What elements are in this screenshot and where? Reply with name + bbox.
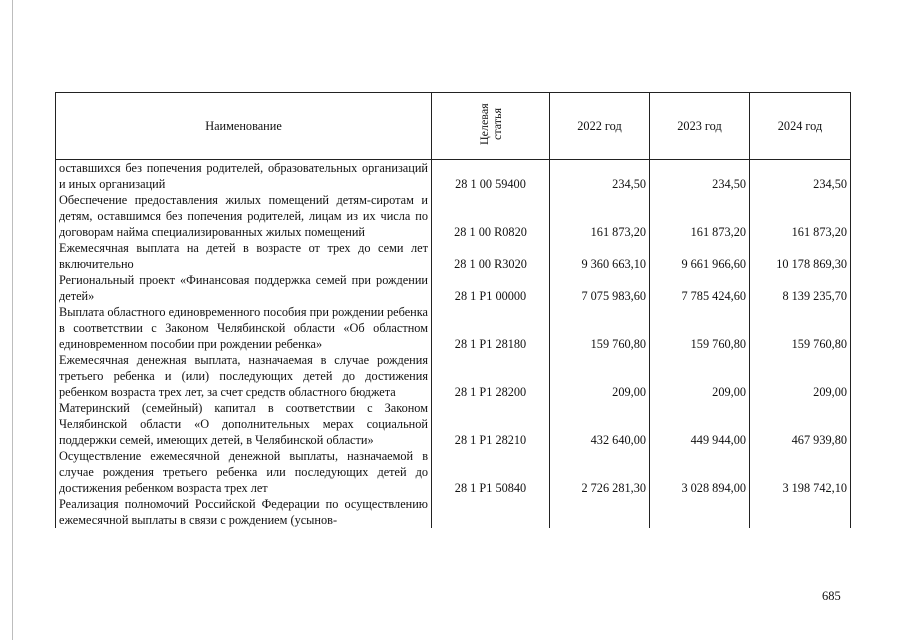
row-code: 28 1 P1 28200 bbox=[432, 352, 550, 400]
row-code: 28 1 00 R0820 bbox=[432, 192, 550, 240]
row-code: 28 1 P1 28180 bbox=[432, 304, 550, 352]
row-2023 bbox=[650, 496, 750, 528]
row-2024: 8 139 235,70 bbox=[750, 272, 851, 304]
row-2022: 9 360 663,10 bbox=[550, 240, 650, 272]
row-2023: 9 661 966,60 bbox=[650, 240, 750, 272]
row-2022: 2 726 281,30 bbox=[550, 448, 650, 496]
row-name: Ежемесячная денежная выплата, назначаемая в случае рождения третьего ребенка и (или) последующих детей до достижения ребенком возраста трех лет, за счет средств областного бюджета bbox=[56, 352, 432, 400]
table-row bbox=[56, 160, 851, 193]
table-row bbox=[56, 352, 851, 400]
header-name: Наименование bbox=[56, 93, 432, 160]
page-left-rule bbox=[12, 0, 13, 640]
row-2023: 7 785 424,60 bbox=[650, 272, 750, 304]
row-code: 28 1 P1 28210 bbox=[432, 400, 550, 448]
row-name: Материнский (семейный) капитал в соответствии с Законом Челябинской области «О дополнительных мерах социальной поддержки семей, имеющих детей, в Челябинской области» bbox=[56, 400, 432, 448]
row-2024: 10 178 869,30 bbox=[750, 240, 851, 272]
row-2022: 432 640,00 bbox=[550, 400, 650, 448]
row-2023: 159 760,80 bbox=[650, 304, 750, 352]
row-name: Ежемесячная выплата на детей в возрасте от трех до семи лет включительно bbox=[56, 240, 432, 272]
header-2022: 2022 год bbox=[550, 93, 650, 160]
row-name: оставшихся без попечения родителей, образовательных организаций и иных организаций bbox=[56, 160, 432, 193]
page-number: 685 bbox=[822, 589, 841, 603]
row-code: 28 1 P1 50840 bbox=[432, 448, 550, 496]
table-body bbox=[56, 160, 851, 529]
row-2023: 234,50 bbox=[650, 160, 750, 193]
row-2024: 467 939,80 bbox=[750, 400, 851, 448]
row-2023: 161 873,20 bbox=[650, 192, 750, 240]
header-2024: 2024 год bbox=[750, 93, 851, 160]
row-2023: 449 944,00 bbox=[650, 400, 750, 448]
row-2022: 159 760,80 bbox=[550, 304, 650, 352]
row-2023: 209,00 bbox=[650, 352, 750, 400]
row-2022: 161 873,20 bbox=[550, 192, 650, 240]
row-code: 28 1 00 R3020 bbox=[432, 240, 550, 272]
table-row bbox=[56, 192, 851, 240]
row-2024: 209,00 bbox=[750, 352, 851, 400]
row-code: 28 1 P1 00000 bbox=[432, 272, 550, 304]
row-code: 28 1 00 59400 bbox=[432, 160, 550, 193]
row-name: Выплата областного единовременного пособия при рождении ребенка в соответствии с Законом Челябинской области «Об областном единовременном пособии при рождении ребенка» bbox=[56, 304, 432, 352]
table-row bbox=[56, 240, 851, 272]
row-2023: 3 028 894,00 bbox=[650, 448, 750, 496]
header-row bbox=[56, 93, 851, 160]
row-name: Региональный проект «Финансовая поддержка семей при рождении детей» bbox=[56, 272, 432, 304]
row-2022: 209,00 bbox=[550, 352, 650, 400]
budget-table bbox=[55, 92, 851, 528]
row-2024: 3 198 742,10 bbox=[750, 448, 851, 496]
row-name: Реализация полномочий Российской Федерации по осуществлению ежемесячной выплаты в связи с рождением (усынов- bbox=[56, 496, 432, 528]
row-2022: 7 075 983,60 bbox=[550, 272, 650, 304]
row-name: Обеспечение предоставления жилых помещений детям-сиротам и детям, оставшимся без попечения родителей, лицам из их числа по договорам найма специализированных жилых помещений bbox=[56, 192, 432, 240]
row-2024: 234,50 bbox=[750, 160, 851, 193]
row-code bbox=[432, 496, 550, 528]
row-2022: 234,50 bbox=[550, 160, 650, 193]
row-2024 bbox=[750, 496, 851, 528]
row-2022 bbox=[550, 496, 650, 528]
header-code bbox=[432, 93, 550, 160]
header-2023: 2023 год bbox=[650, 93, 750, 160]
table-row bbox=[56, 496, 851, 528]
table-row bbox=[56, 272, 851, 304]
table-row bbox=[56, 448, 851, 496]
table-header bbox=[56, 93, 851, 160]
row-2024: 161 873,20 bbox=[750, 192, 851, 240]
table-row bbox=[56, 304, 851, 352]
header-code-label: Целевая статья bbox=[476, 103, 504, 145]
row-name: Осуществление ежемесячной денежной выплаты, назначаемой в случае рождения третьего ребенка или последующих детей до достижения ребенком возраста трех лет bbox=[56, 448, 432, 496]
row-2024: 159 760,80 bbox=[750, 304, 851, 352]
table-row bbox=[56, 400, 851, 448]
